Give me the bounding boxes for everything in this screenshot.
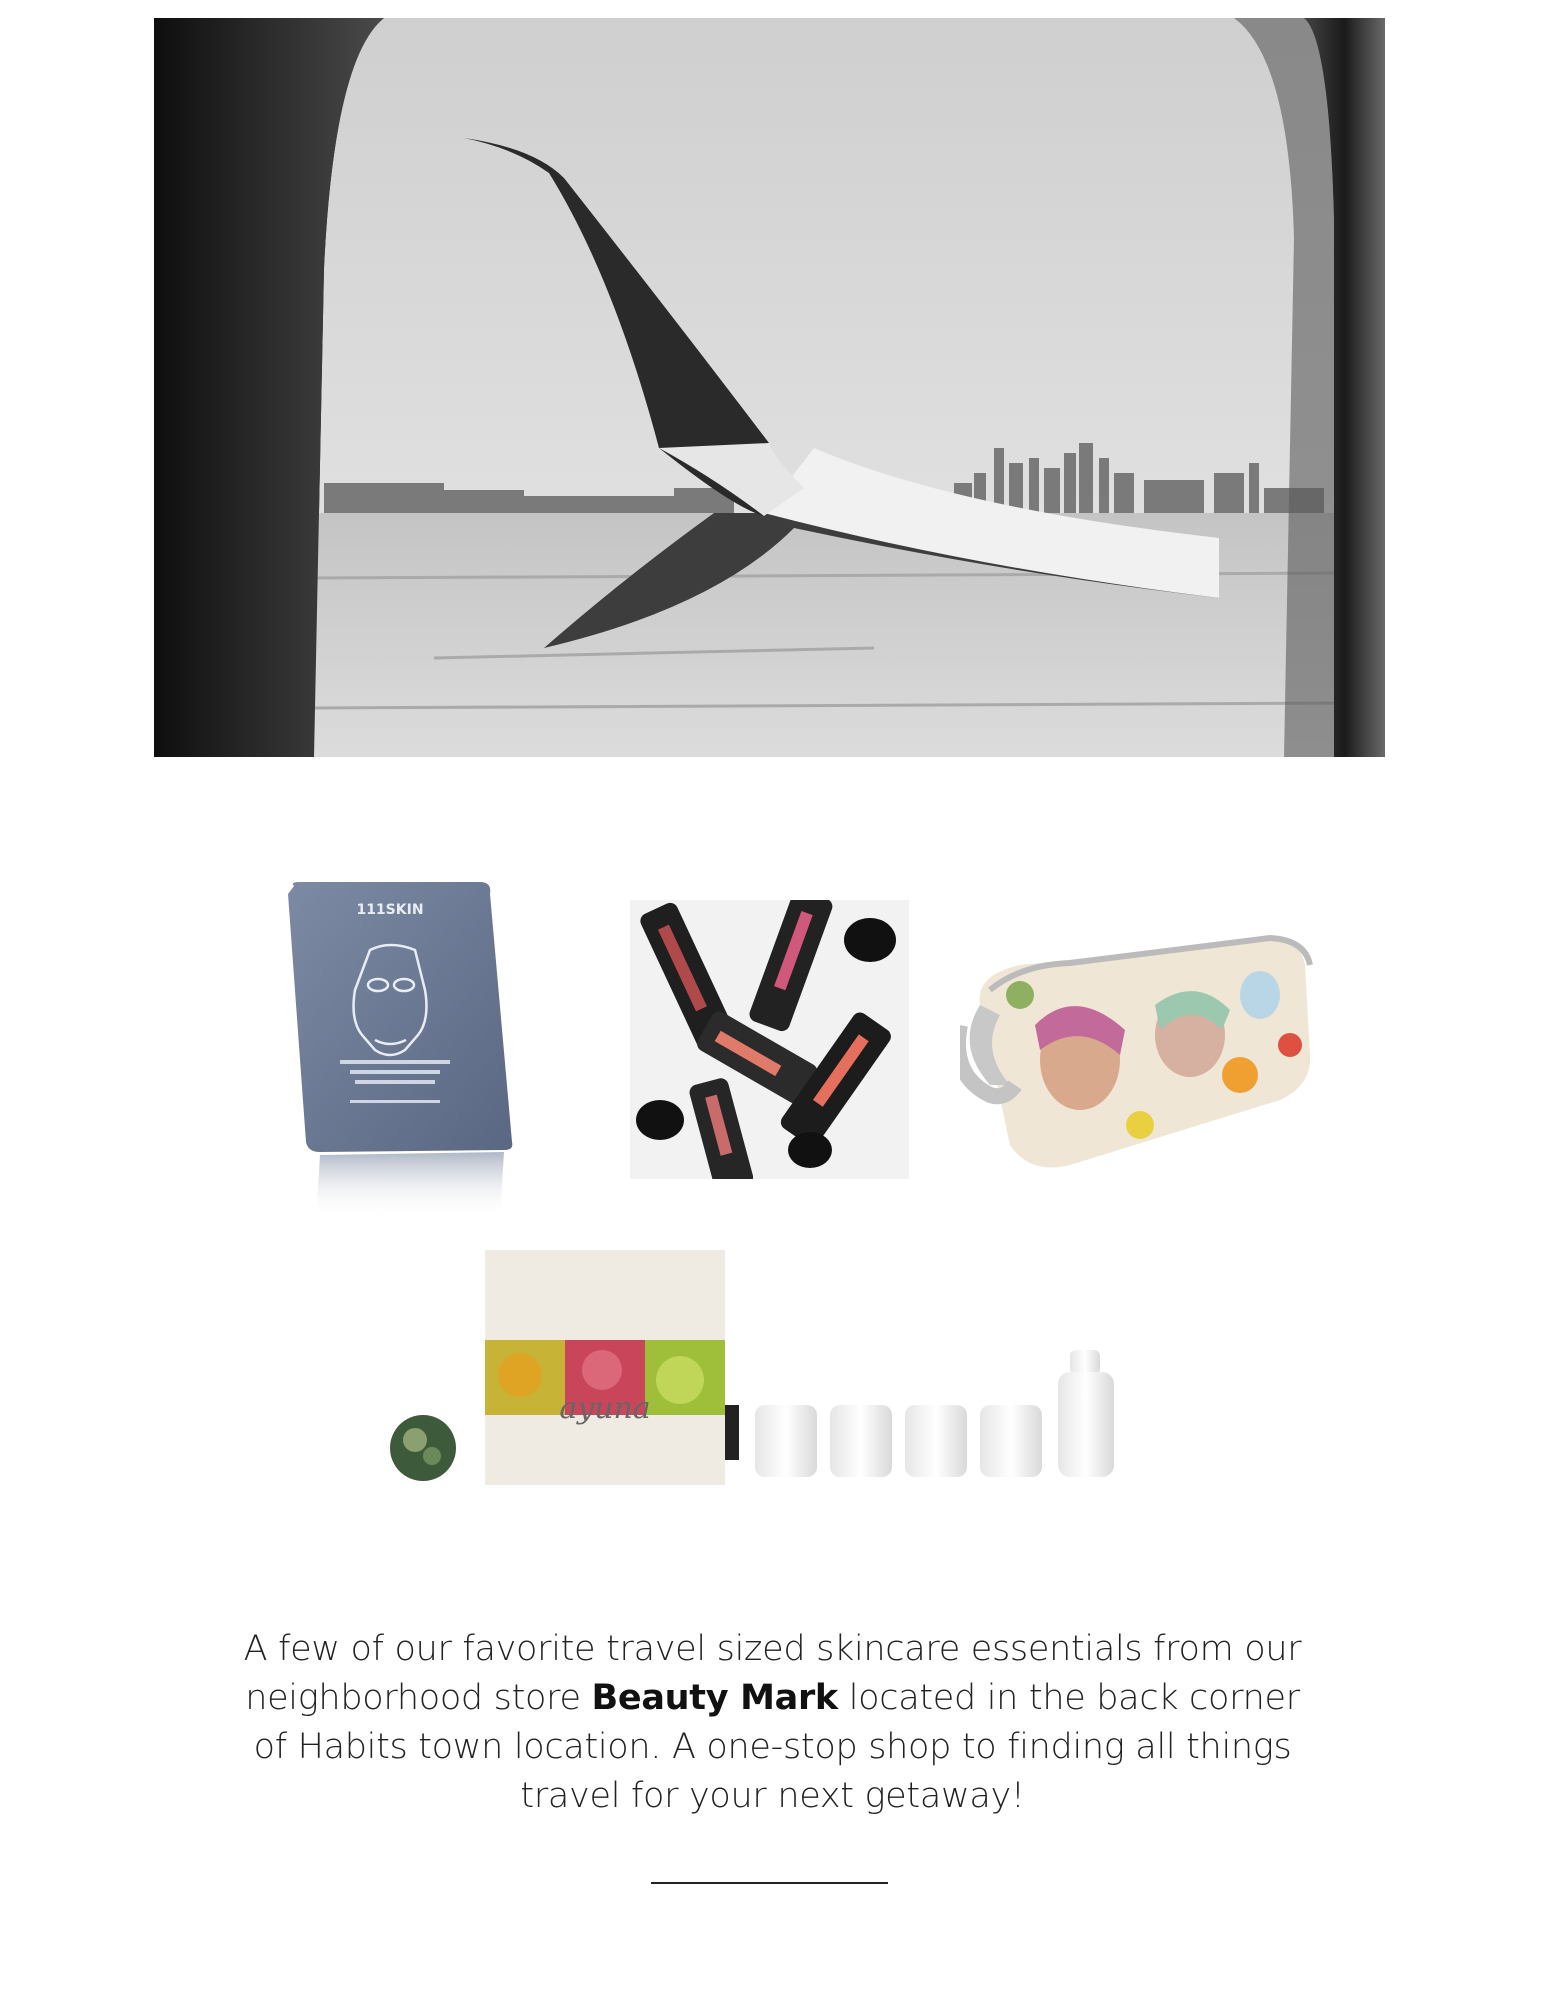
- floral-cosmetic-bag-photo-icon: [960, 935, 1320, 1175]
- product-travel-kit-image: [390, 1250, 1140, 1485]
- face-mask-sheet-photo-icon: [280, 880, 520, 1220]
- hero-airplane-window-image: [154, 18, 1385, 757]
- product-cosmetic-bag-image: [960, 935, 1320, 1175]
- product-face-mask-image: [280, 880, 520, 1220]
- caption-text-part2: located in the back corner of Habits town location. A one-stop shop to finding all things travel for your next getaway!: [253, 1678, 1300, 1816]
- airplane-wing-window-photo-icon: [154, 18, 1385, 757]
- mask-brand-text: 111SKIN: [356, 902, 424, 918]
- store-name: Beauty Mark: [591, 1678, 838, 1718]
- ayuna-travel-kit-photo-icon: [390, 1250, 1140, 1485]
- section-divider: [651, 1882, 888, 1884]
- ayuna-brand-text: ayuna: [559, 1391, 651, 1426]
- caption-text-part1: A few of our favorite travel sized skincare essentials from our neighborhood store: [243, 1629, 1302, 1718]
- travel-essentials-caption: [230, 1625, 1315, 1821]
- product-lip-gloss-image: [630, 900, 909, 1179]
- lip-gloss-tubes-photo-icon: [630, 900, 909, 1179]
